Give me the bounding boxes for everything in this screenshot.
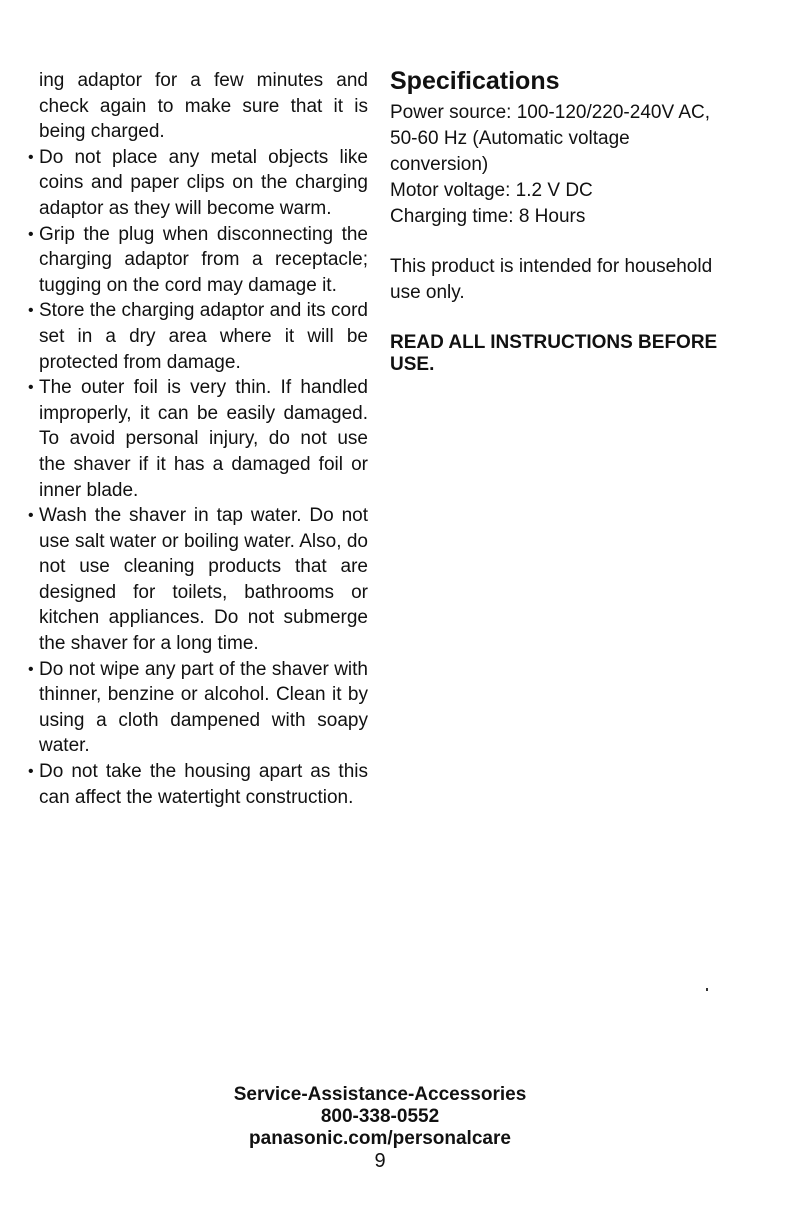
list-item-text: Do not place any metal objects like coins and paper clips on the charging adaptor as they will become warm. (39, 146, 368, 219)
bullet-icon: • (28, 660, 34, 678)
phone-number: 800-338-0552 (320, 1106, 440, 1127)
bullet-icon: • (28, 225, 34, 243)
bullet-icon: • (28, 148, 34, 166)
read-instructions-warning: READ ALL INSTRUCTIONS BEFORE USE. (390, 332, 718, 375)
safety-instructions-column (28, 68, 368, 810)
bullet-icon: • (28, 302, 34, 320)
household-use-note: This product is intended for household use only. (390, 256, 713, 303)
intro-paragraph: ing adaptor for a few minutes and check again to make sure that it is being charged. (39, 70, 368, 143)
list-item-text: The outer foil is very thin. If handled improperly, it can be easily damaged. To avoid personal injury, do not use the shaver if it has a damaged foil or inner blade. (39, 377, 368, 501)
bullet-icon: • (28, 507, 34, 525)
page-number: 9 (374, 1150, 386, 1172)
list-item-text: Grip the plug when disconnecting the charging adaptor from a receptacle; tugging on the cord may damage it. (39, 223, 368, 296)
list-item (28, 759, 368, 810)
list-item (28, 375, 368, 503)
list-item-text: Wash the shaver in tap water. Do not use salt water or boiling water. Also, do not use cleaning products that are designed for toilets, bathrooms or kitchen appliances. Do not submerge the shaver for a long time. (39, 505, 368, 655)
specifications-column (390, 66, 730, 376)
motor-voltage-spec: Motor voltage: 1.2 V DC (390, 180, 593, 201)
list-item-text: Do not wipe any part of the shaver with thinner, benzine or alcohol. Clean it by using a cloth dampened with soapy water. (39, 658, 368, 757)
list-item (28, 657, 368, 759)
print-speck (706, 988, 708, 991)
list-item-text: Do not take the housing apart as this can affect the watertight construction. (39, 761, 368, 808)
list-item (28, 145, 368, 222)
list-item (28, 298, 368, 375)
service-footer (0, 1084, 760, 1172)
specifications-heading: Specifications (390, 67, 560, 95)
list-item (28, 222, 368, 299)
list-item-text: Store the charging adaptor and its cord set in a dry area where it will be protected from damage. (39, 300, 368, 373)
bullet-icon: • (28, 763, 34, 781)
power-source-spec: Power source: 100-120/220-240V AC, 50-60 Hz (Automatic voltage conversion) (390, 102, 711, 175)
bullet-icon: • (28, 379, 34, 397)
service-heading: Service-Assistance-Accessories (233, 1084, 527, 1105)
charging-time-spec: Charging time: 8 Hours (390, 206, 586, 227)
website-link: panasonic.com/personalcare (249, 1128, 511, 1149)
list-item (28, 503, 368, 657)
